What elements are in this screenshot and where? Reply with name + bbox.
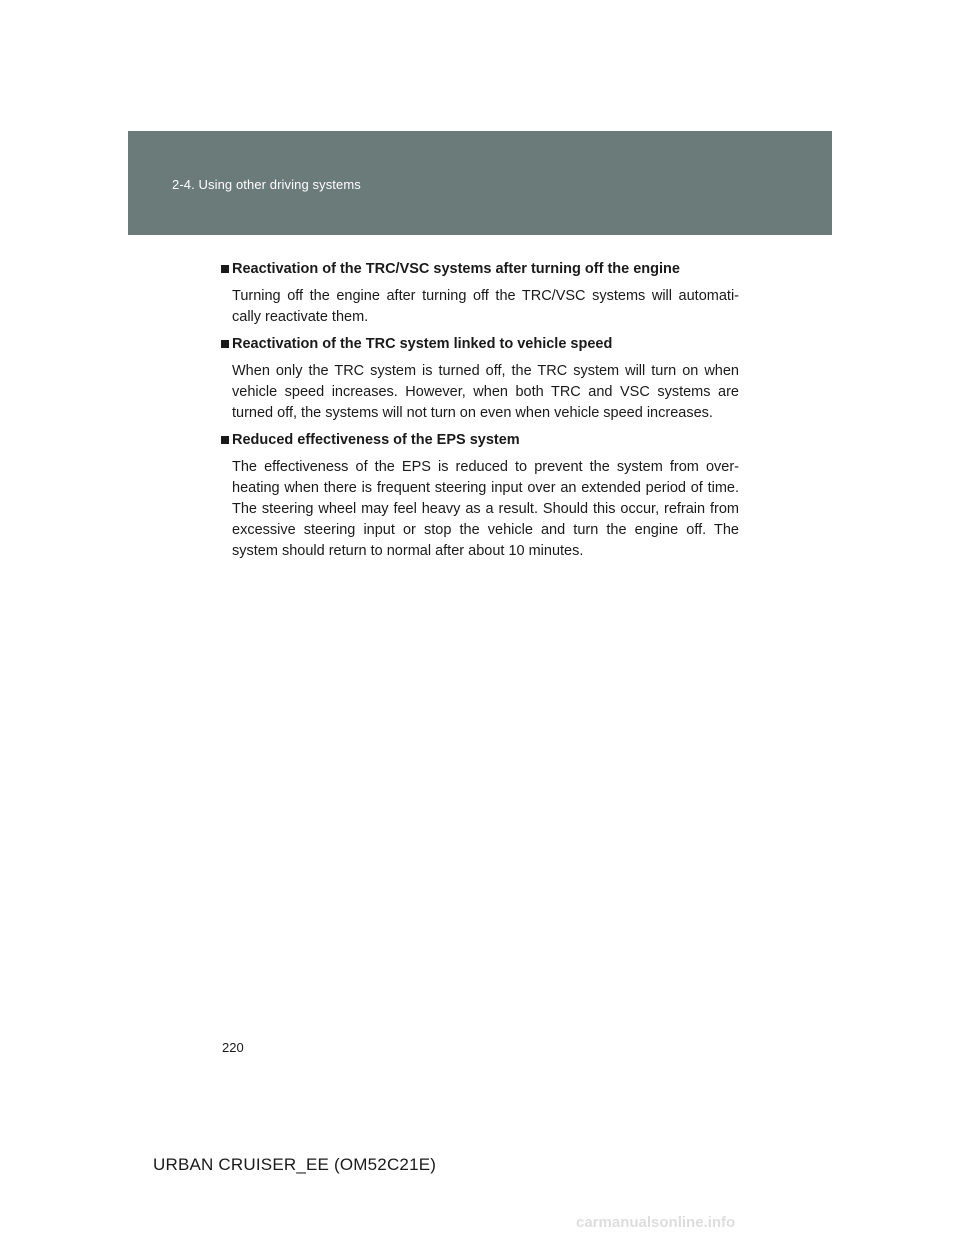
square-bullet-icon [221, 340, 229, 348]
section-heading [221, 430, 739, 451]
page-content [221, 259, 739, 568]
section-title: 2-4. Using other driving systems [172, 177, 361, 192]
watermark: carmanualsonline.info [576, 1214, 736, 1231]
section-eps-effectiveness [221, 430, 739, 562]
square-bullet-icon [221, 436, 229, 444]
document-id: URBAN CRUISER_EE (OM52C21E) [153, 1155, 437, 1174]
page-number: 220 [222, 1040, 244, 1055]
section-trc-speed-reactivation [221, 334, 739, 424]
section-heading [221, 259, 739, 280]
section-heading [221, 334, 739, 355]
section-body: When only the TRC system is turned off, the TRC system will turn on when vehicle speed increases. However, when both TRC and VSC systems are turned off, the systems will not turn on even when vehicle speed increases. [232, 363, 739, 421]
section-heading-text: Reduced effectiveness of the EPS system [232, 432, 520, 448]
section-heading-text: Reactivation of the TRC/VSC systems after turning off the engine [232, 261, 680, 277]
section-heading-text: Reactivation of the TRC system linked to vehicle speed [232, 336, 613, 352]
section-trc-vsc-reactivation [221, 259, 739, 328]
section-body: The effectiveness of the EPS is reduced to prevent the system from over-heating when there is frequent steering input over an extended period of time. The steering wheel may feel heavy as a result. Should this occur, refrain from excessive steering input or stop the vehicle and turn the engine off. The system should return to normal after about 10 minutes. [232, 459, 739, 559]
section-header-bar [128, 131, 832, 235]
section-body: Turning off the engine after turning off the TRC/VSC systems will automati-cally reactivate them. [232, 288, 739, 325]
square-bullet-icon [221, 265, 229, 273]
